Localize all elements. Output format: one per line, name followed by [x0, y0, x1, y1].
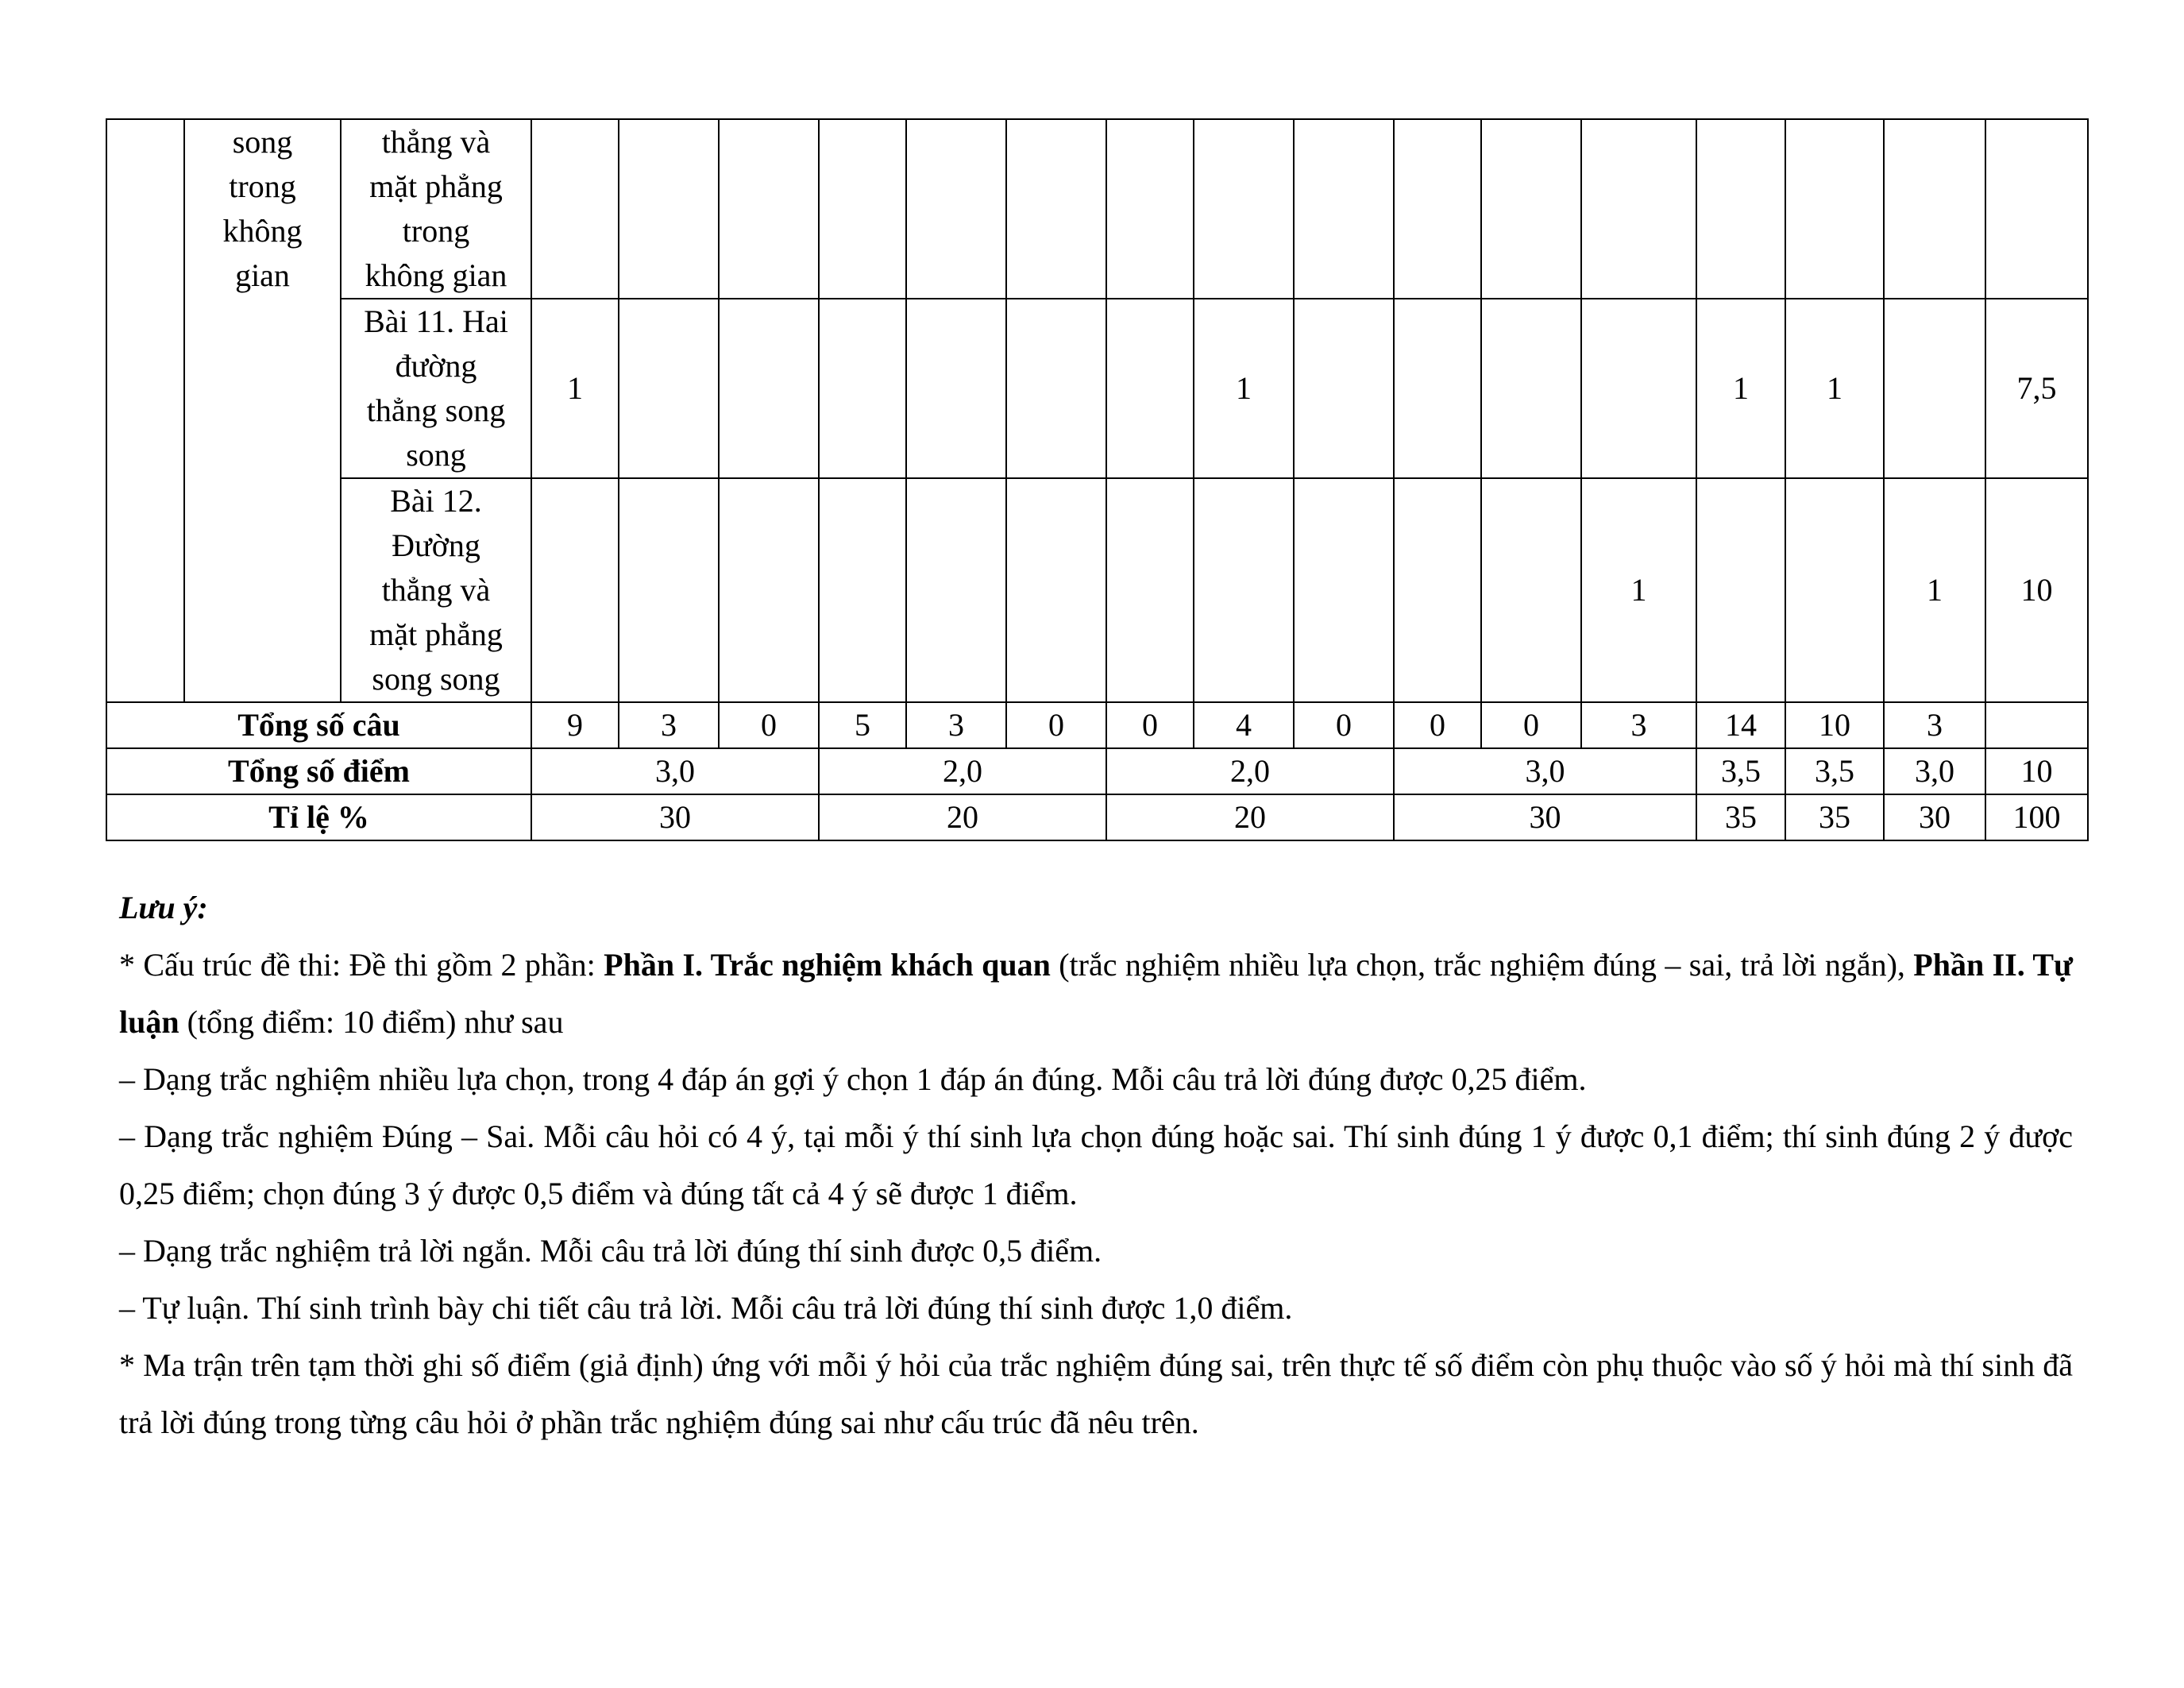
table-cell [1394, 119, 1481, 299]
table-cell [1294, 299, 1394, 478]
lesson-line: trong [402, 213, 470, 249]
group-cell: 30 [1394, 794, 1696, 840]
table-cell [1194, 478, 1294, 702]
percentage-row [106, 794, 2088, 840]
table-cell [1581, 299, 1696, 478]
table-cell [906, 478, 1006, 702]
table-cell: 10 [1985, 748, 2088, 794]
note-short-answer: – Dạng trắc nghiệm trả lời ngắn. Mỗi câu trả lời đúng thí sinh được 0,5 điểm. [119, 1233, 1102, 1269]
chapter-line: không [222, 213, 303, 249]
table-cell: 0 [1394, 702, 1481, 748]
table-cell: 0 [1106, 702, 1194, 748]
table-cell [719, 478, 819, 702]
table-cell [531, 119, 619, 299]
table-cell [1785, 119, 1884, 299]
chapter-line: trong [229, 168, 296, 204]
table-cell: 3 [1884, 702, 1985, 748]
chapter-cell [184, 119, 341, 702]
table-cell: 1 [1581, 478, 1696, 702]
group-cell: 30 [531, 794, 819, 840]
table-cell [1294, 119, 1394, 299]
table-cell [1394, 299, 1481, 478]
chapter-line: gian [235, 257, 290, 293]
note-structure [119, 937, 2073, 1051]
lesson-line: Bài 12. [390, 483, 482, 519]
table-cell [819, 478, 906, 702]
row-label: Tỉ lệ % [106, 794, 531, 840]
group-cell: 20 [819, 794, 1106, 840]
table-cell [619, 299, 719, 478]
table-cell: 35 [1785, 794, 1884, 840]
table-cell: 1 [1884, 478, 1985, 702]
table-cell [1294, 478, 1394, 702]
lesson-line: mặt phẳng [369, 168, 503, 204]
table-row [106, 119, 2088, 299]
table-cell [819, 119, 906, 299]
table-cell [906, 299, 1006, 478]
lesson-line: Bài 11. Hai [364, 303, 508, 339]
table-cell [1581, 119, 1696, 299]
table-cell [1194, 119, 1294, 299]
table-cell: 100 [1985, 794, 2088, 840]
table-cell: 35 [1696, 794, 1785, 840]
lesson-cell [341, 299, 531, 478]
table-cell: 10 [1785, 702, 1884, 748]
table-cell [1884, 119, 1985, 299]
table-cell [1106, 119, 1194, 299]
table-cell: 3 [1581, 702, 1696, 748]
table-cell: 3 [906, 702, 1006, 748]
empty-cell [106, 119, 184, 702]
note-multiple-choice: – Dạng trắc nghiệm nhiều lựa chọn, trong 4 đáp án gợi ý chọn 1 đáp án đúng. Mỗi câu trả lời đúng được 0,25 điểm. [119, 1061, 1587, 1097]
table-cell [619, 478, 719, 702]
table-cell [719, 119, 819, 299]
note-bold: Phần II. Tự luận [119, 947, 2074, 1040]
table-cell [1006, 478, 1106, 702]
lesson-cell [341, 119, 531, 299]
notes-title: Lưu ý: [119, 890, 208, 925]
notes-section [119, 879, 2073, 1451]
table-cell [1481, 478, 1581, 702]
table-cell [1985, 119, 2088, 299]
table-cell: 1 [1194, 299, 1294, 478]
lesson-line: thẳng song [366, 392, 506, 428]
table-cell [1394, 478, 1481, 702]
table-cell [1006, 299, 1106, 478]
table-cell: 0 [1481, 702, 1581, 748]
total-points-row [106, 748, 2088, 794]
lesson-line: mặt phẳng [369, 616, 503, 652]
group-cell: 20 [1106, 794, 1394, 840]
table-cell: 7,5 [1985, 299, 2088, 478]
table-cell [1481, 119, 1581, 299]
note-text: (trắc nghiệm nhiều lựa chọn, trắc nghiệm đúng – sai, trả lời ngắn), [1050, 947, 1914, 983]
lesson-line: song [406, 437, 466, 473]
group-cell: 2,0 [1106, 748, 1394, 794]
table-cell [1985, 702, 2088, 748]
table-cell: 3 [619, 702, 719, 748]
table-row [106, 299, 2088, 478]
note-bold: Phần I. Trắc nghiệm khách quan [604, 947, 1051, 983]
lesson-line: Đường [392, 527, 480, 563]
table-cell: 0 [1006, 702, 1106, 748]
note-text: (tổng điểm: 10 điểm) như sau [179, 1004, 564, 1040]
lesson-line: thẳng và [381, 124, 491, 160]
table-cell: 9 [531, 702, 619, 748]
note-true-false: – Dạng trắc nghiệm Đúng – Sai. Mỗi câu hỏi có 4 ý, tại mỗi ý thí sinh lựa chọn đúng hoặc sai. Thí sinh đúng 1 ý được 0,1 điểm; thí sinh đúng 2 ý được 0,25 điểm; chọn đúng 3 ý được 0,5 điểm và đúng tất cả 4 ý sẽ được 1 điểm. [119, 1118, 2073, 1211]
table-cell [819, 299, 906, 478]
lesson-cell [341, 478, 531, 702]
chapter-line: song [232, 124, 293, 160]
lesson-line: đường [395, 348, 477, 384]
table-cell [1884, 299, 1985, 478]
row-label: Tổng số điểm [106, 748, 531, 794]
table-cell: 10 [1985, 478, 2088, 702]
row-label: Tổng số câu [106, 702, 531, 748]
table-cell: 3,5 [1785, 748, 1884, 794]
total-questions-row [106, 702, 2088, 748]
table-cell: 3,0 [1884, 748, 1985, 794]
table-cell [1785, 478, 1884, 702]
table-cell [906, 119, 1006, 299]
exam-matrix-table [106, 118, 2089, 841]
lesson-line: thẳng và [381, 572, 491, 608]
table-cell: 4 [1194, 702, 1294, 748]
table-cell [531, 478, 619, 702]
note-matrix: * Ma trận trên tạm thời ghi số điểm (giả định) ứng với mỗi ý hỏi của trắc nghiệm đúng sai, trên thực tế số điểm còn phụ thuộc vào số ý hỏi mà thí sinh đã trả lời đúng trong từng câu hỏi ở phần trắc nghiệm đúng sai như cấu trúc đã nêu trên. [119, 1347, 2073, 1440]
table-cell: 5 [819, 702, 906, 748]
table-cell: 1 [1696, 299, 1785, 478]
note-essay: – Tự luận. Thí sinh trình bày chi tiết câu trả lời. Mỗi câu trả lời đúng thí sinh được 1,0 điểm. [119, 1290, 1293, 1326]
group-cell: 2,0 [819, 748, 1106, 794]
table-cell [719, 299, 819, 478]
table-cell: 30 [1884, 794, 1985, 840]
table-cell [1106, 299, 1194, 478]
group-cell: 3,0 [531, 748, 819, 794]
group-cell: 3,0 [1394, 748, 1696, 794]
table-cell: 1 [531, 299, 619, 478]
table-cell [1006, 119, 1106, 299]
table-cell: 0 [719, 702, 819, 748]
lesson-line: không gian [365, 257, 507, 293]
table-cell: 1 [1785, 299, 1884, 478]
table-cell: 3,5 [1696, 748, 1785, 794]
table-cell [1696, 119, 1785, 299]
table-cell: 0 [1294, 702, 1394, 748]
table-cell [1481, 299, 1581, 478]
table-cell [1106, 478, 1194, 702]
table-cell: 14 [1696, 702, 1785, 748]
table-cell [1696, 478, 1785, 702]
note-text: * Cấu trúc đề thi: Đề thi gồm 2 phần: [119, 947, 604, 983]
table-row [106, 478, 2088, 702]
lesson-line: song song [372, 661, 500, 697]
table-cell [619, 119, 719, 299]
